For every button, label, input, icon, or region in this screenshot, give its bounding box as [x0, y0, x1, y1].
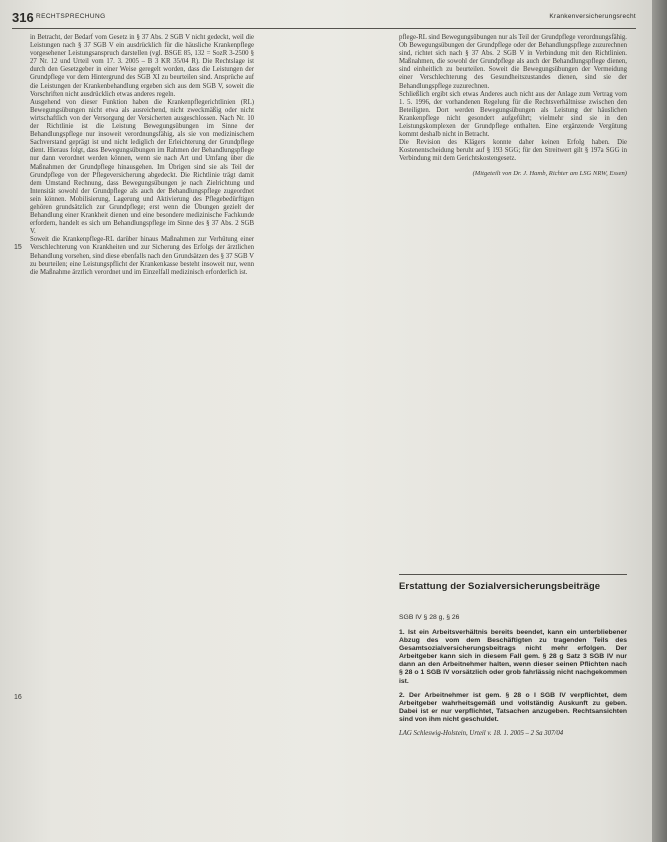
headnotes [399, 629, 627, 724]
body-paragraph: Soweit die Krankenpflege-RL darüber hinaus Maßnahmen zur Verhütung einer Verschlechterung von Krankheiten und zur Sicherung des Erfolgs der ärztlichen Behandlung vorsehen, sind diese ebenfalls nach den Grundsätzen des § 37 SGB V zu beurteilen; eine Leistungspflicht der Krankenkasse besteht insoweit nur, wenn die Maßnahme ärztlich verordnet und im Einzelfall medizinisch erforderlich ist. [30, 236, 254, 276]
case-citation: LAG Schleswig-Holstein, Urteil v. 18. 1. 2005 – 2 Sa 307/04 [399, 730, 564, 738]
section-title: Erstattung der Sozialversicherungsbeiträge [399, 581, 601, 592]
body-paragraph: pflege-RL sind Bewegungsübungen nur als Teil der Grundpflege verordnungsfähig. Ob Bewegungsübungen der Grundpflege oder der Behandlungspflege zuzurechnen sind, richtet sich nach § 37 Abs. 2 SGB V in Verbindung mit den Richtlinien. Maßnahmen, die sowohl der Grundpflege als auch der Behandlungspflege dienen, sind einheitlich zu beurteilen. Soweit die Bewegungsübungen der Vermeidung einer Verschlechterung des Gesundheitszustandes dienen, sind sie der Behandlungspflege zuzurechnen. [399, 34, 627, 90]
right-text-column [399, 34, 627, 178]
body-paragraph: Schließlich ergibt sich etwas Anderes auch nicht aus der Anlage zum Vertrag vom 1. 5. 1996, der vorhandenen Regelung für die Rechtsverhältnisse zwischen den Beteiligten. Dort werden Bewegungsübungen als Leistung der häuslichen Krankenpflege nicht gesondert aufgeführt; vielmehr sind sie in den Leistungskomplexen der Grundpflege enthalten. Eine ergänzende Vergütung kommt deshalb nicht in Betracht. [399, 90, 627, 139]
ruling-section [399, 574, 627, 737]
margin-number-16: 16 [14, 694, 22, 701]
section-divider [399, 574, 627, 575]
margin-number-15: 15 [14, 244, 22, 251]
page-number: 316 [12, 10, 34, 25]
header-left-title: RECHTSPRECHUNG [36, 13, 106, 20]
headnote: 1. Ist ein Arbeitsverhältnis bereits beendet, kann ein unterbliebener Abzug des vom dem Beschäftigten zu tragenden Teils des Gesamtsozialversicherungsbeitrags nicht mehr erfolgen. Der Arbeitgeber kann sich in diesem Fall gem. § 28 g Satz 3 SGB IV nur dann an den Arbeitnehmer halten, wenn dieser seinen Pflichten nach § 28 o 1 SGB IV vorsätzlich oder grob fahrlässig nicht nachgekommen ist. [399, 629, 627, 685]
header-right-title: Krankenversicherungsrecht [549, 13, 636, 20]
book-edge-shadow [652, 0, 667, 842]
legal-norms: SGB IV § 28 g, § 26 [399, 614, 460, 621]
page-header [12, 10, 636, 29]
body-paragraph: in Betracht, der Bedarf vom Gesetz in § 37 Abs. 2 SGB V nicht gedeckt, weil die Leistungen nach § 37 SGB V ein ausdrücklich für die häusliche Krankenpflege vorgesehener Leistungsanspruch darstellen (vgl. BSGE 85, 132 = SozR 3-2500 § 27 Nr. 12 und Urteil vom 17. 3. 2005 – B 3 KR 35/04 R). Die Rechtslage ist durch den Gesetzgeber in einer Weise geregelt worden, dass die Leistungen der Grundpflege vor dem Hintergrund des SGB XI zu beurteilen sind. Ansprüche auf die Leistungen der Krankenbehandlung ergeben sich aus dem SGB V, soweit die Vorschriften nicht ausdrücklich etwas anderes regeln. [30, 34, 254, 98]
body-paragraph: Ausgehend von dieser Funktion haben die Krankenpflegerichtlinien (RL) Bewegungsübungen nicht etwa als ausreichend, nicht zweckmäßig oder nicht wirtschaftlich von der Versorgung der Versicherten ausgeschlossen. Nach Nr. 10 der Richtlinie ist die Leistung Bewegungsübungen im Sinne der Behandlungspflege nur insoweit verordnungsfähig, als sie von medizinischem Sachverstand geprägt ist und nicht lediglich der Erleichterung der Grundpflege dient. Hieraus folgt, dass Bewegungsübungen im Rahmen der Behandlungspflege nur dann verordnet werden können, wenn sie nach Art und Umfang über die Maßnahmen der Grundpflege hinausgehen. Im Übrigen sind sie als Teil der Grundpflege von der Pflegeversicherung abgedeckt. Die Richtlinie trägt damit dem Umstand Rechnung, dass Bewegungsübungen je nach Zielrichtung und Intensität sowohl der Grundpflege als auch der Behandlungspflege zugeordnet sein können. Mobilisierung, Lagerung und Aktivierung des Pflegebedürftigen gehören grundsätzlich zur Grundpflege; erst wenn die Übungen gezielt der Behandlung einer Krankheit dienen und eine besondere medizinische Fachkunde erfordern, handelt es sich um Behandlungspflege im Sinne des § 37 Abs. 2 SGB V. [30, 98, 254, 236]
left-text-column [30, 34, 254, 277]
attribution-note: (Mitgeteilt von Dr. J. Hamb, Richter am LSG NRW, Essen) [472, 169, 627, 177]
headnote: 2. Der Arbeitnehmer ist gem. § 28 o I SGB IV verpflichtet, dem Arbeitgeber wahrheitsgemäß und vollständig Auskunft zu geben. Dabei ist er nur verpflichtet, Tatsachen anzugeben. Rechtsansichten sind von ihm nicht geschuldet. [399, 691, 627, 723]
body-paragraph: Die Revision des Klägers konnte daher keinen Erfolg haben. Die Kostenentscheidung beruht auf § 193 SGG; für den Streitwert gilt § 197a SGG in Verbindung mit dem Gerichtskostengesetz. [399, 139, 627, 163]
